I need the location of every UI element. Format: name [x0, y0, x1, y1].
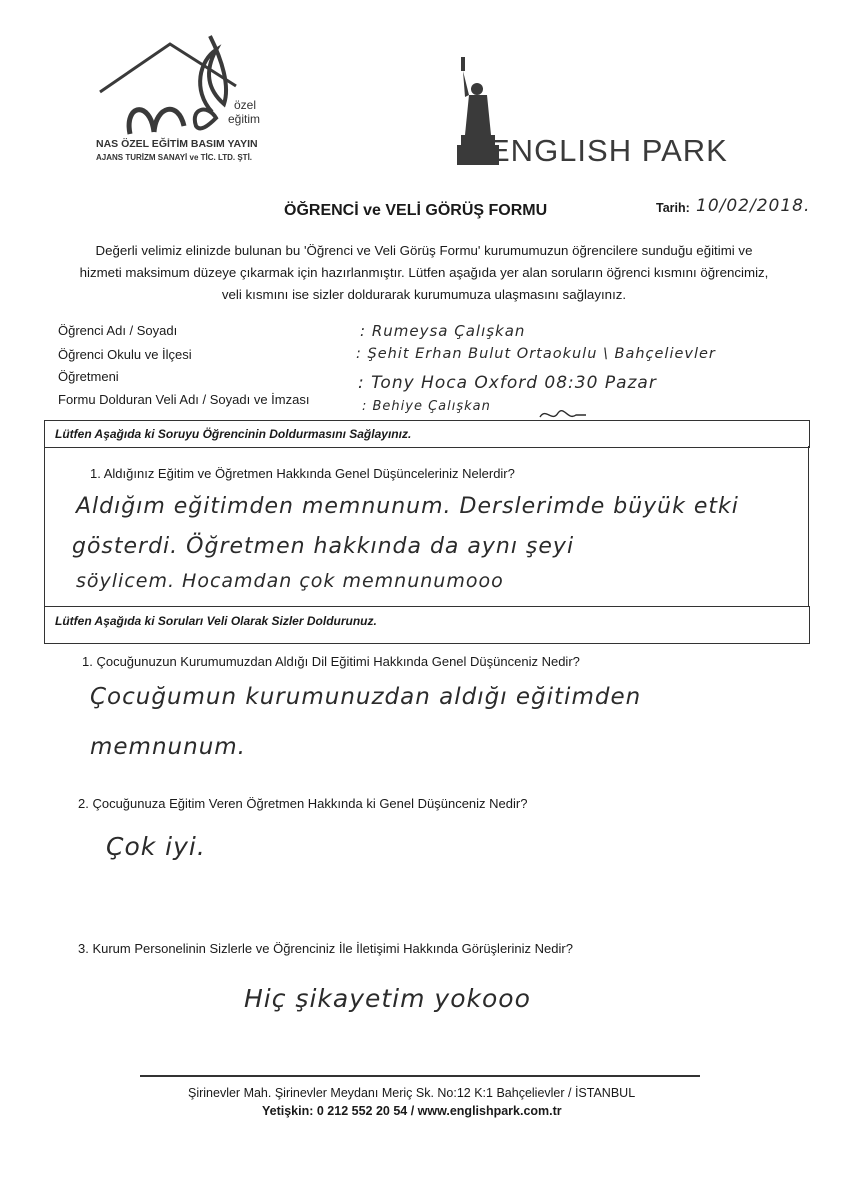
nas-company-line1: NAS ÖZEL EĞİTİM BASIM YAYIN: [96, 138, 258, 150]
teacher-value: : Tony Hoca Oxford 08:30 Pazar: [358, 373, 657, 393]
student-answer-line-3: söylicem. Hocamdan çok memnunumooo: [76, 570, 504, 592]
footer-divider: [140, 1075, 700, 1077]
form-title: ÖĞRENCİ ve VELİ GÖRÜŞ FORMU: [284, 202, 548, 219]
student-section-left-border: [44, 446, 45, 606]
school-value: : Şehit Erhan Bulut Ortaokulu \ Bahçelievler: [356, 346, 716, 362]
parent-value: : Behiye Çalışkan: [362, 399, 491, 414]
intro-line-2: hizmeti maksimum düzeye çıkarmak için hazırlanmıştır. Lütfen aşağıda yer alan soruların öğrenci kısmını öğrencimiz,: [79, 265, 769, 280]
parent-answer-1-line-1: Çocuğumun kurumunuzdan aldığı eğitimden: [90, 684, 642, 710]
footer-contact: Yetişkin: 0 212 552 20 54 / www.englishpark.com.tr: [262, 1104, 562, 1118]
parent-answer-2: Çok iyi.: [106, 832, 206, 861]
student-name-value: : Rumeysa Çalışkan: [360, 322, 526, 340]
date-value: 10/02/2018.: [696, 196, 811, 216]
student-question-1: 1. Aldığınız Eğitim ve Öğretmen Hakkında Genel Düşünceleriniz Nelerdir?: [90, 466, 515, 481]
nas-tag-ozel: özel: [234, 98, 257, 112]
parent-question-2: 2. Çocuğunuza Eğitim Veren Öğretmen Hakkında ki Genel Düşünceniz Nedir?: [78, 796, 528, 811]
student-answer-line-1: Aldığım eğitimden memnunum. Derslerimde büyük etki: [76, 494, 739, 519]
teacher-label: Öğretmeni: [58, 369, 119, 384]
student-section-box: [44, 420, 810, 448]
parent-section-heading: Lütfen Aşağıda ki Soruları Veli Olarak Sizler Doldurunuz.: [55, 614, 377, 628]
date-label: Tarih:: [656, 201, 690, 215]
nas-logo: [96, 30, 296, 180]
english-park-logo: [455, 55, 795, 175]
parent-section-box: [44, 606, 810, 644]
student-name-label: Öğrenci Adı / Soyadı: [58, 323, 178, 338]
school-label: Öğrenci Okulu ve İlçesi: [58, 347, 192, 362]
student-answer-line-2: gösterdi. Öğretmen hakkında da aynı şeyi: [72, 534, 575, 559]
parent-question-1: 1. Çocuğunuzun Kurumumuzdan Aldığı Dil Eğitimi Hakkında Genel Düşünceniz Nedir?: [82, 654, 580, 669]
parent-question-3: 3. Kurum Personelinin Sizlerle ve Öğrenciniz İle İletişimi Hakkında Görüşleriniz Nedir?: [78, 941, 573, 956]
parent-answer-1-line-2: memnunum.: [90, 734, 246, 760]
english-park-name: ENGLISH PARK: [489, 133, 728, 168]
student-section-right-border: [808, 446, 809, 606]
nas-tag-egitim: eğitim: [228, 112, 261, 126]
footer-address: Şirinevler Mah. Şirinevler Meydanı Meriç Sk. No:12 K:1 Bahçelievler / İSTANBUL: [188, 1086, 636, 1100]
student-section-heading: Lütfen Aşağıda ki Soruyu Öğrencinin Doldurmasını Sağlayınız.: [55, 427, 412, 441]
intro-line-3: veli kısmını ise sizler doldurarak kurumumuza ulaşmasını sağlayınız.: [221, 287, 627, 302]
parent-answer-3: Hiç şikayetim yokooo: [244, 984, 531, 1013]
intro-line-1: Değerli velimiz elinizde bulunan bu 'Öğrenci ve Veli Görüş Formu' kurumumuzun öğrencilere sunduğu eğitimi ve: [95, 243, 753, 258]
intro-text: [44, 240, 804, 306]
nas-company-line2: AJANS TURİZM SANAYİ ve TİC. LTD. ŞTİ.: [96, 153, 253, 162]
parent-label: Formu Dolduran Veli Adı / Soyadı ve İmzası: [58, 392, 310, 407]
